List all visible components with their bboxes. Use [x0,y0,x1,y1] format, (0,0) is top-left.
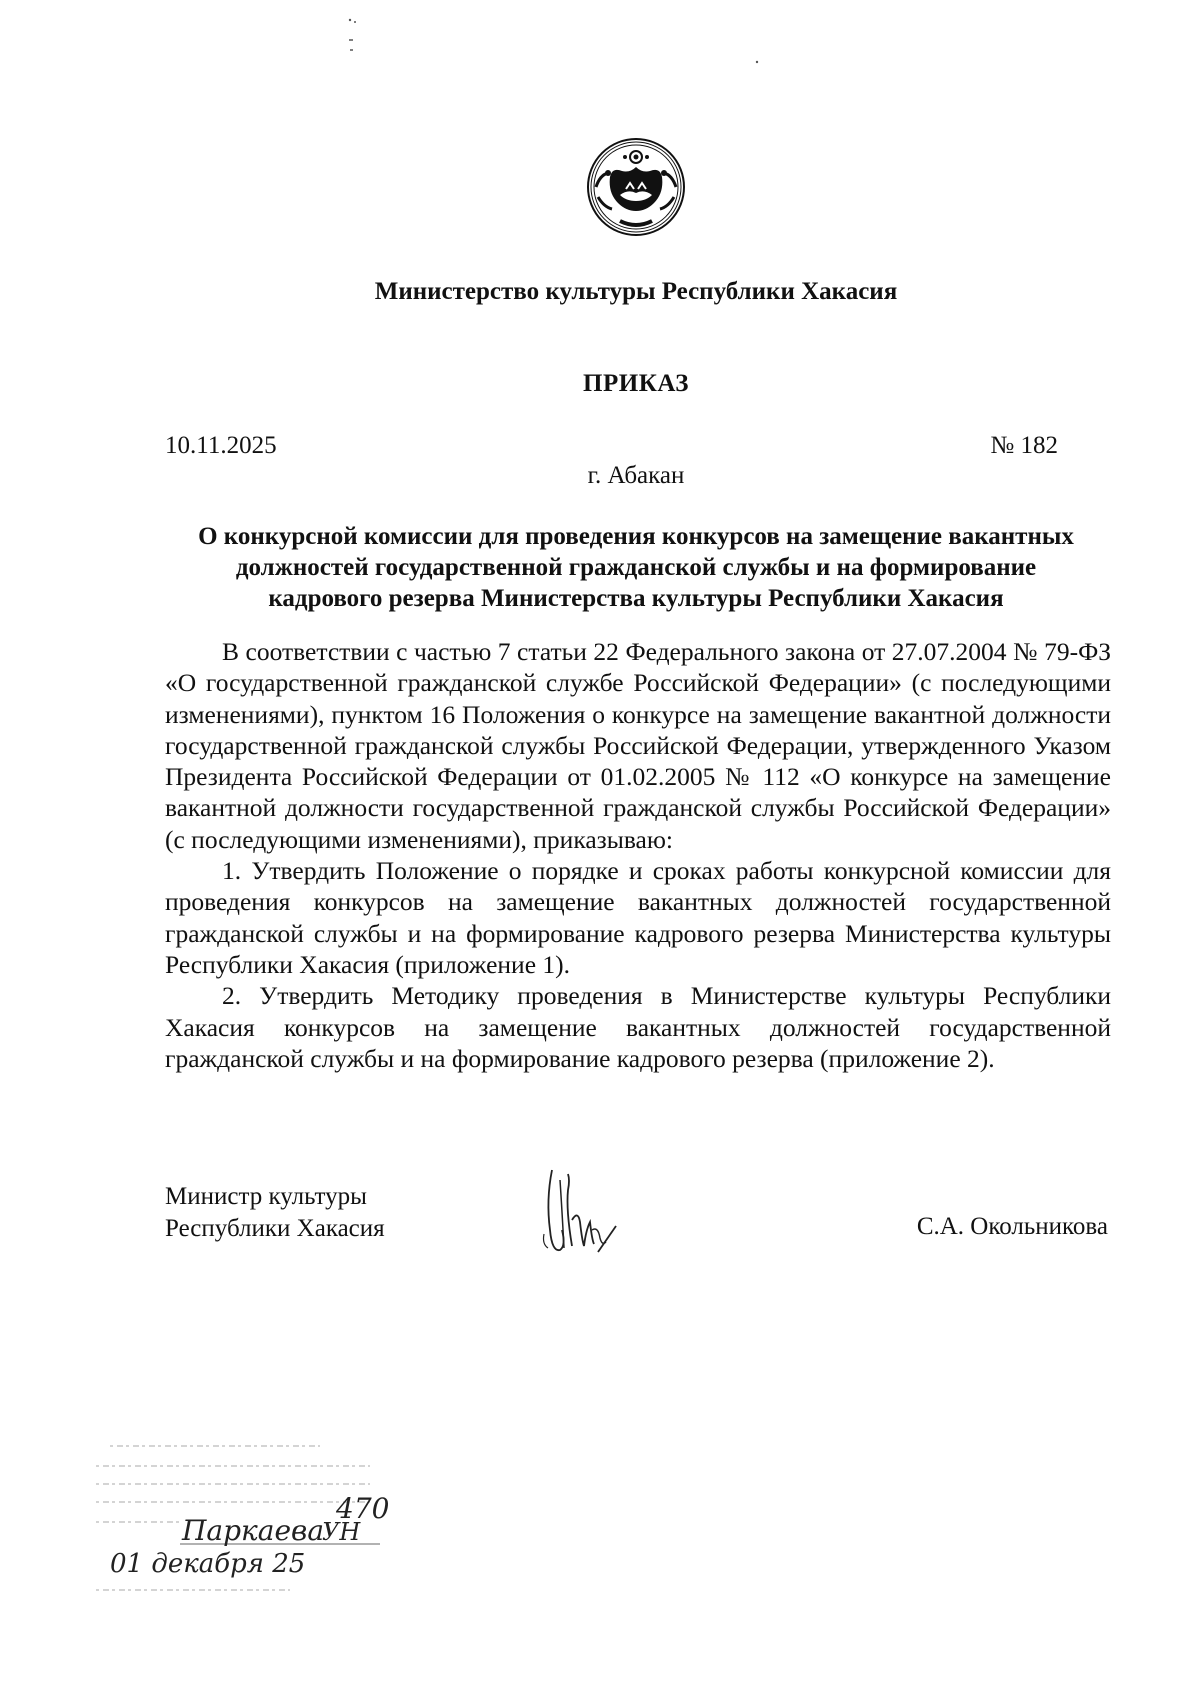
stamp-surname: Паркаева [182,1514,325,1547]
subject-line: кадрового резерва Министерства культуры Республики Хакасия [268,585,1004,612]
order-number: № 182 [990,432,1058,459]
coat-of-arms-emblem [586,137,686,237]
subject-line: должностей государственной гражданской службы и на формирование [235,554,1037,581]
subject-line: О конкурсной комиссии для проведения конкурсов на замещение вакантных [198,523,1074,550]
stamp-date: 01 декабря 25 [110,1549,306,1579]
scan-marks [340,10,820,80]
order-date: 10.11.2025 [165,432,277,459]
stamp-number: 470 [336,1492,390,1525]
order-subject [160,521,1112,614]
order-item-2: 2. Утвердить Методику проведения в Министерстве культуры Республики Хакасия конкурсов на замещение вакантных должностей государственной гражданской службы и на формирование кадрового резерва (приложение 2). [165,981,1111,1073]
order-item-1: 1. Утвердить Положение о порядке и сроках работы конкурсной комиссии для проведения конкурсов на замещение вакантных должностей государственной гражданской службы и на формирование кадрового резерва Министерства культуры Республики Хакасия (приложение 1). [165,856,1111,979]
order-body [165,636,1111,1074]
signer-position-line: Министр культуры [165,1183,367,1210]
registration-stamp [90,1432,420,1602]
preamble-paragraph: В соответствии с частью 7 статьи 22 Федерального закона от 27.07.2004 № 79-ФЗ «О государственной гражданской службе Российской Федерации» (с последующими изменениями), пунктом 16 Положения о конкурсе на замещение вакантной должности государственной гражданской службы Российской Федерации, утвержденного Указом Президента Российской Федерации от 01.02.2005 № 112 «О конкурсе на замещение вакантной должности государственной гражданской службы Российской Федерации» (с последующими изменениями), приказываю: [165,637,1111,854]
signer-position [165,1181,385,1245]
stamp-initials: УН [322,1518,361,1546]
handwritten-signature [532,1160,632,1270]
signer-position-line: Республики Хакасия [165,1215,385,1242]
document-type-title: ПРИКАЗ [583,370,689,397]
signer-name: С.А. Окольникова [916,1213,1108,1240]
order-city: г. Абакан [587,462,685,489]
ministry-name: Министерство культуры Республики Хакасия [374,278,898,305]
